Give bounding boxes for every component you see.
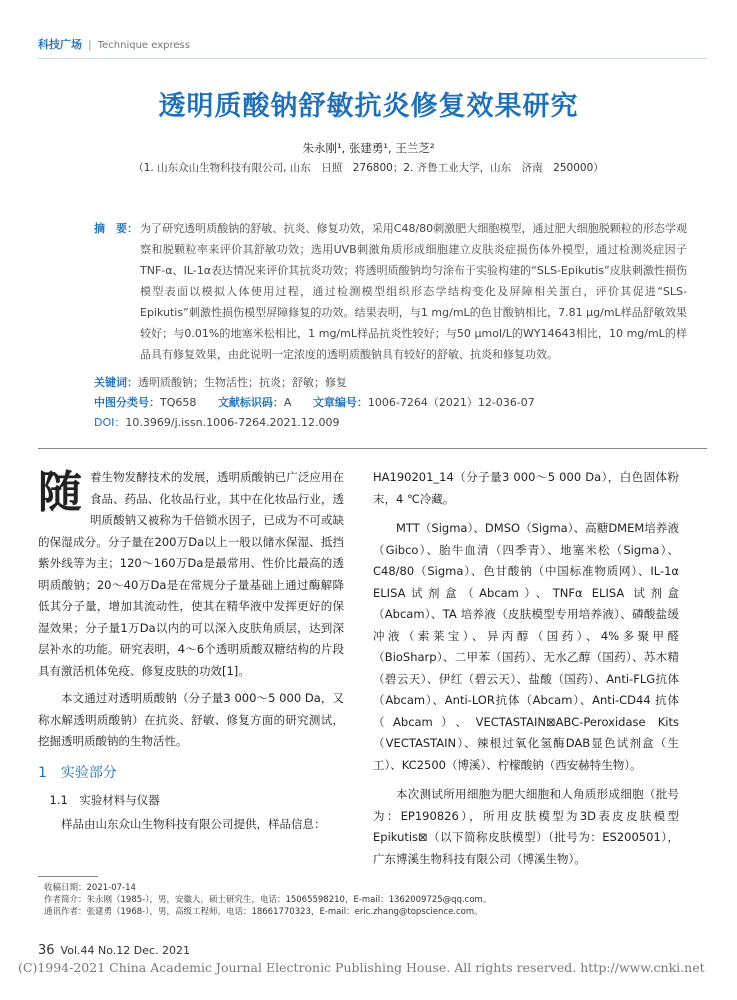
footnote-rule: [38, 876, 98, 877]
section-divider: [38, 448, 707, 449]
sample-info-paragraph: HA190201_14（分子量3 000～5 000 Da），白色固体粉末，4 ℃冷藏。: [373, 470, 679, 506]
article-title: 透明质酸钠舒敏抗炎修复效果研究: [158, 91, 579, 122]
section-name: 科技广场: [38, 38, 82, 51]
purpose-paragraph: 本文通过对透明质酸钠（分子量3 000～5 000 Da，又称水解透明质酸钠）在抗炎、舒敏、修复方面的研究测试，挖掘透明质酸钠的生物活性。: [38, 691, 344, 748]
clc-label: 中图分类号：: [94, 396, 160, 409]
classification: [94, 394, 687, 410]
footnotes: [44, 882, 491, 918]
article-number-value: 1006-7264（2021）12-036-07: [367, 396, 535, 409]
corresponding-author: 通讯作者：张建勇（1968-），男，高级工程师。电话：18661770323，E-mail：eric.zhang@topscience.com。: [44, 907, 483, 917]
author-info: 作者简介：朱永刚（1985-），男，安徽人，硕士研究生，电话：15065598210，E-mail：1362009725@qq.com。: [44, 895, 492, 905]
journal-header: [38, 36, 190, 52]
section-name-en: Technique express: [97, 40, 190, 51]
received-date: 收稿日期：2021-07-14: [44, 883, 136, 893]
abstract: [94, 218, 687, 365]
abstract-text: 为了研究透明质酸钠的舒敏、抗炎、修复功效，采用C48/80刺激肥大细胞模型，通过肥大细胞脱颗粒的形态学观察和脱颗粒率来评价其舒敏功效；选用UVB刺激角质形成细胞建立皮肤炎症损伤体外模型，通过检测炎症因子TNF-α、IL-1α表达情况来评价其抗炎功效；将透明质酸钠均匀涂布于实验构建的“SLS-Epikutis”皮肤刺激性损伤模型表面以模拟人体使用过程，通过检测模型组织形态学结构变化及屏障相关蛋白，评价其促进“SLS-Epikutis”刺激性损伤模型屏障修复的功效。结果表明，与1 mg/mL的色甘酸钠相比，7.81 μg/mL样品舒敏效果较好；与0.01%的地塞米松相比，1 mg/mL样品抗炎性较好；与50 μmol/L的WY14643相比，10 mg/mL的样品具有修复效果，由此说明一定浓度的透明质酸钠具有较好的舒敏、抗炎和修复功效。: [140, 222, 687, 361]
left-column: [38, 467, 344, 835]
doc-code-value: A: [283, 396, 292, 409]
sample-paragraph: 样品由山东众山生物科技有限公司提供，样品信息：: [61, 816, 326, 831]
affiliations: （1. 山东众山生物科技有限公司, 山东 日照 276800；2. 齐鲁工业大学，山东 济南 250000）: [133, 162, 604, 174]
subsection-heading: 1.1 实验材料与仪器: [49, 793, 160, 807]
right-column: [373, 467, 679, 870]
doi: [94, 414, 687, 430]
issue-info: Vol.44 No.12 Dec. 2021: [60, 944, 191, 957]
doc-code-label: 文献标识码：: [217, 396, 284, 409]
copyright-line: (C)1994-2021 China Academic Journal Electronic Publishing House. All rights reserved. http://www.cnki.net: [18, 960, 705, 975]
clc-value: TQ658: [160, 396, 197, 409]
section-heading: 1 实验部分: [38, 764, 117, 781]
page-footer: [38, 943, 190, 958]
doi-value: 10.3969/j.issn.1006-7264.2021.12.009: [125, 416, 340, 429]
abstract-label: 摘 要：: [94, 222, 138, 235]
keywords-label: 关键词：: [94, 376, 138, 389]
intro-text: 着生物发酵技术的发展，透明质酸钠已广泛应用在食品、药品、化妆品行业，其中在化妆品行业，透明质酸钠又被称为千倍锁水因子，已成为不可或缺的保湿成分。分子量在200万Da以上一般以储水保湿、抵挡紫外线等为主；120～160万Da是最常用、性价比最高的透明质酸钠；20～40万Da是在常规分子量基础上通过酶解降低其分子量，增加其流动性，使其在精华液中发挥更好的保湿效果；分子量1万Da以内的可以深入皮肤角质层，达到深层补水的功能。研究表明，4～6个透明质酸双糖结构的片段具有激活机体免疫、修复皮肤的功效[1]。: [38, 470, 344, 678]
header-rule: [38, 58, 707, 59]
drop-cap: 随: [38, 467, 82, 518]
intro-paragraph: [38, 467, 344, 682]
authors: 朱永刚¹, 张建勇¹, 王兰芝²: [302, 141, 435, 155]
article-number-label: 文章编号：: [312, 396, 368, 409]
page-number: 36: [38, 943, 55, 958]
cells-paragraph: 本次测试所用细胞为肥大细胞和人角质形成细胞（批号为：EP190826），所用皮肤模型为3D表皮皮肤模型Epikutis⊠（以下简称皮肤模型）（批号为：ES200501），广东博溪生物科技有限公司（博溪生物）。: [373, 787, 679, 866]
doi-label: DOI：: [94, 416, 126, 429]
keywords-text: 透明质酸钠；生物活性；抗炎；舒敏；修复: [138, 376, 347, 389]
header-divider: |: [88, 38, 92, 51]
keywords: [94, 374, 687, 390]
reagents-paragraph: MTT（Sigma）、DMSO（Sigma）、高糖DMEM培养液（Gibco）、胎牛血清（四季青）、地塞米松（Sigma）、C48/80（Sigma）、色甘酸钠（中国标准物质网）、IL-1α ELISA试剂盒（Abcam）、TNFα ELISA 试剂盒（Abcam）、TA 培养液（皮肤模型专用培养液）、磷酸盐缓冲液（索莱宝）、异丙醇（国药）、4%多聚甲醛（BioSharp）、二甲苯（国药）、无水乙醇（国药）、苏木精（碧云天）、伊红（碧云天）、盐酸（国药）、Anti-FLG抗体（Abcam）、Anti-LOR抗体（Abcam）、Anti-CD44 抗体（Abcam）、VECTASTAIN⊠ABC-Peroxidase Kits（VECTASTAIN）、辣根过氧化氢酶DAB显色试剂盒（生工）、KC2500（博溪）、柠檬酸钠（西安赫特生物）。: [373, 521, 679, 772]
